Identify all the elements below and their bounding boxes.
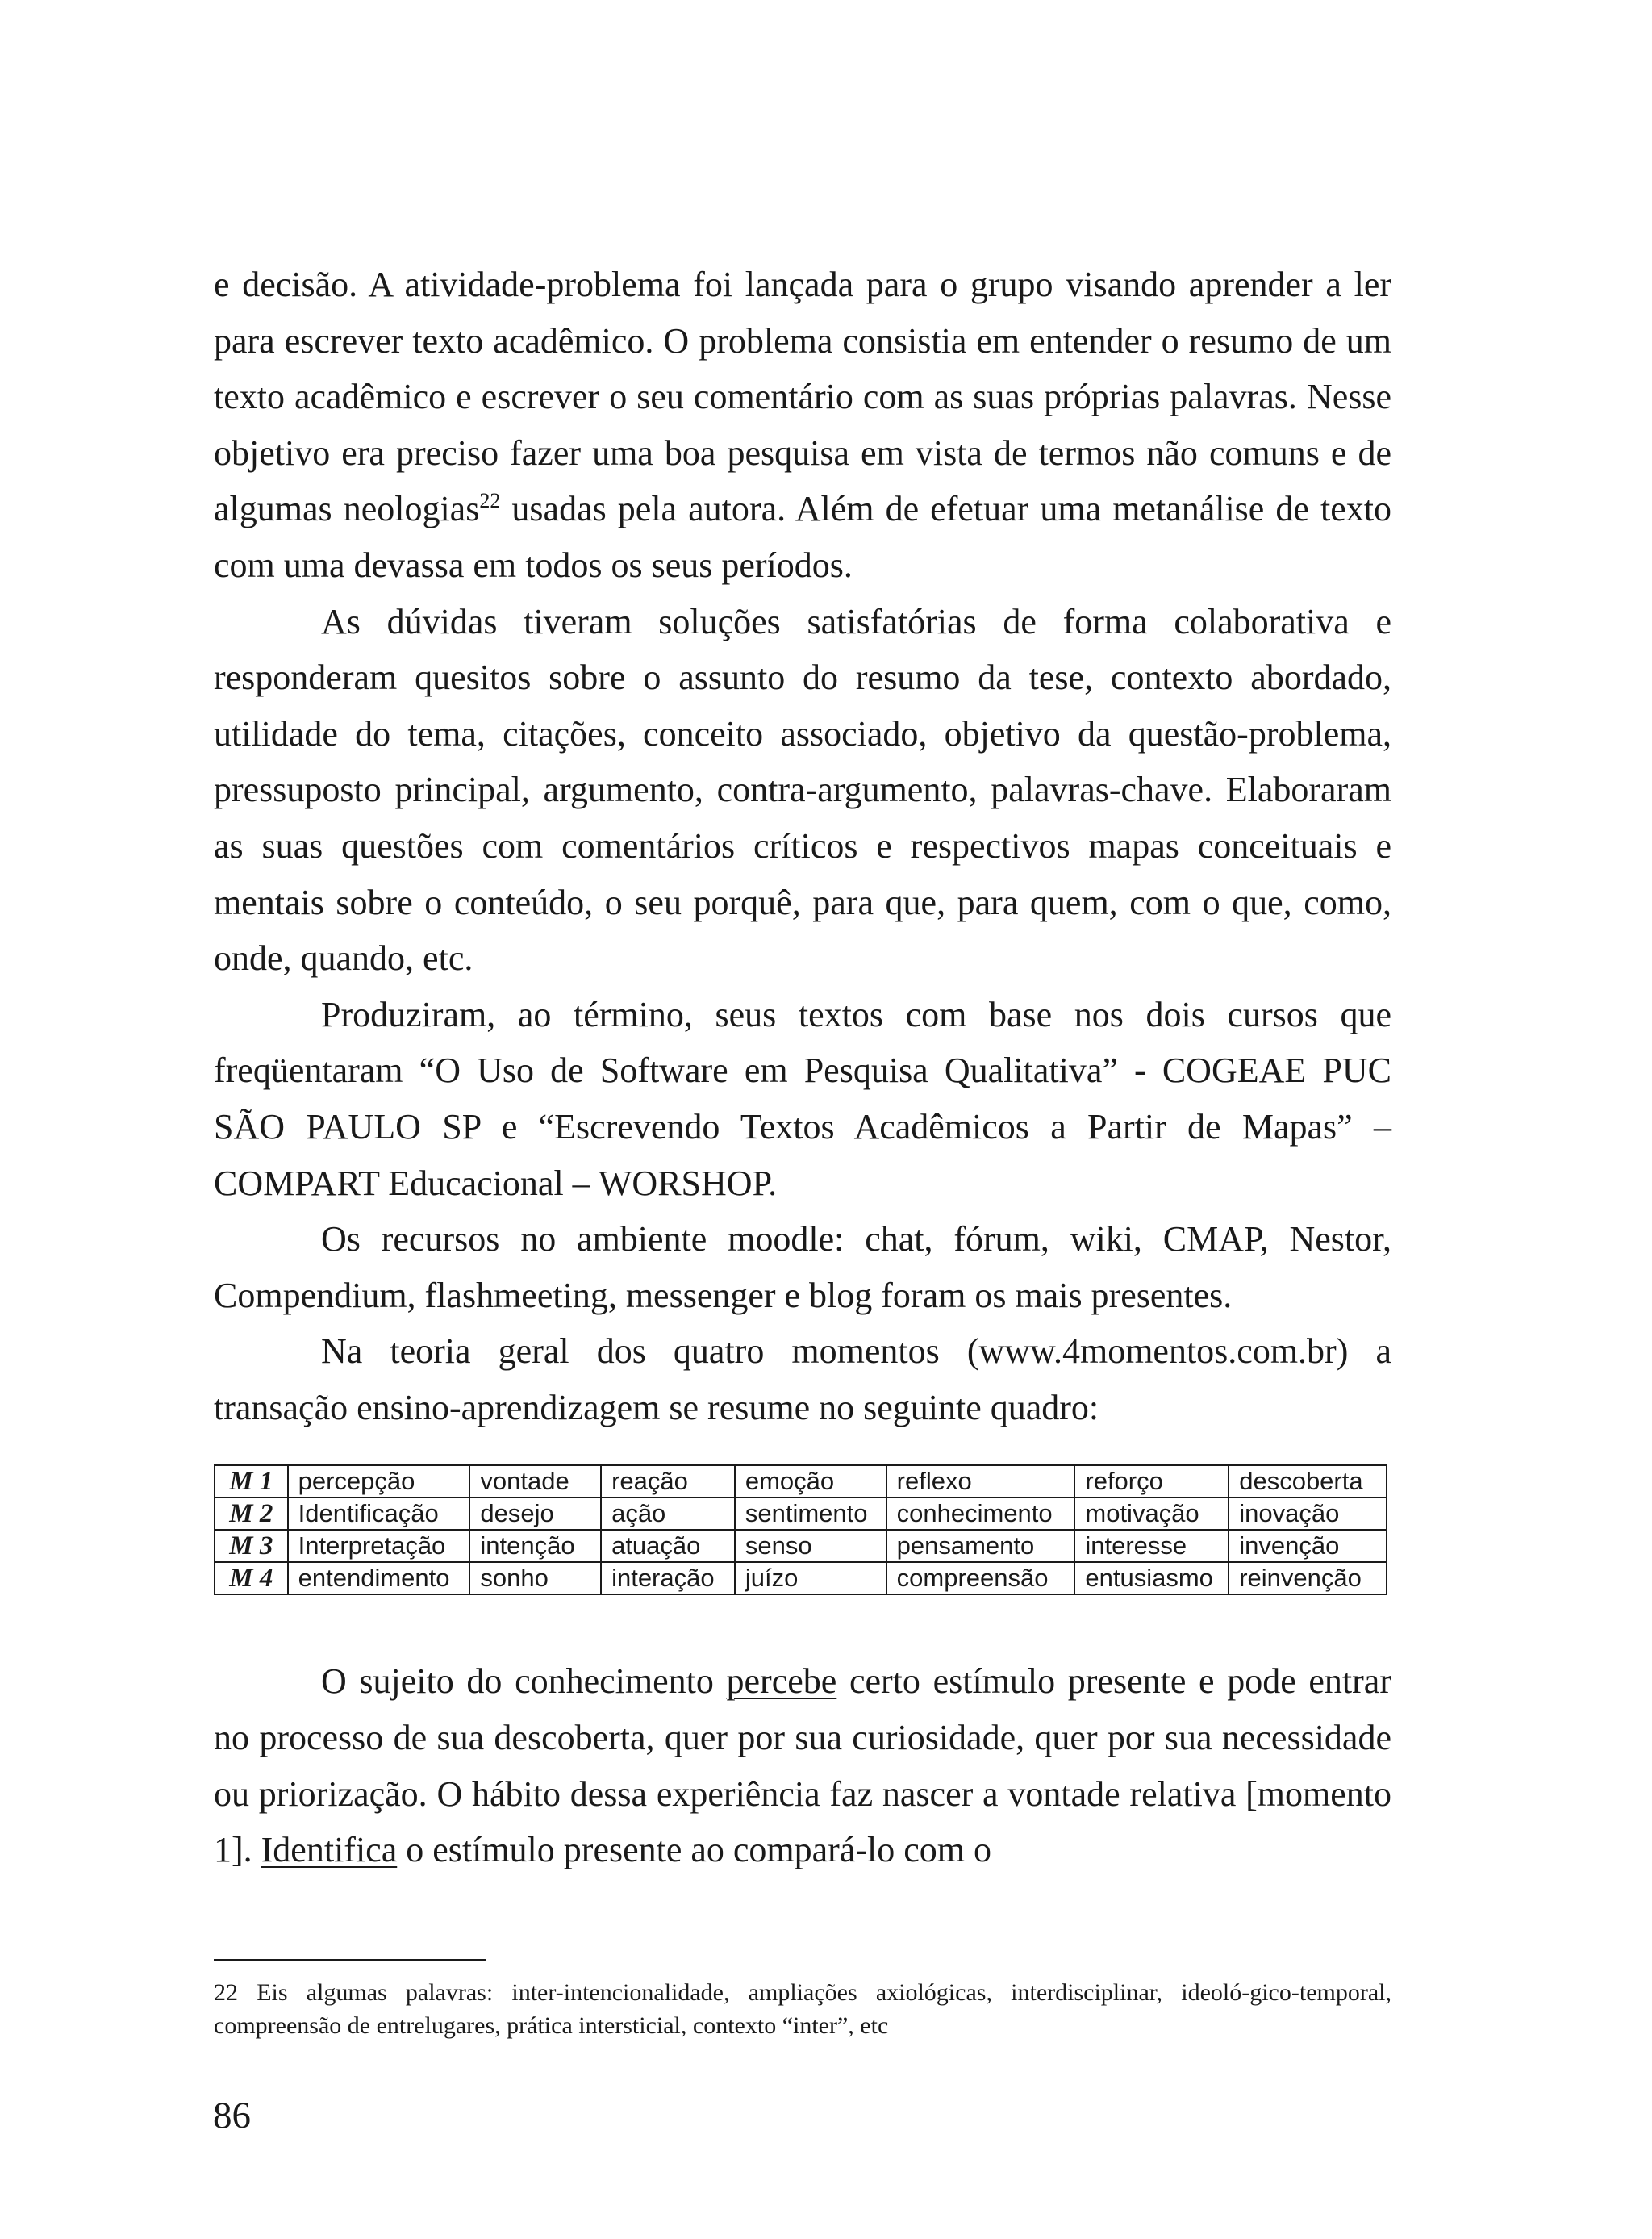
table-cell: sonho xyxy=(469,1562,601,1594)
paragraph-5-text-b: ) a transação ensino-aprendizagem se resume no seguinte quadro: xyxy=(214,1331,1391,1427)
table-cell: vontade xyxy=(469,1465,601,1498)
table-cell: sentimento xyxy=(735,1498,886,1530)
table-cell: interesse xyxy=(1074,1530,1229,1562)
table-cell: atuação xyxy=(601,1530,735,1562)
paragraph-3: Produziram, ao término, seus textos com base nos dois cursos que freqüentaram “O Uso de Software em Pesquisa Qualitativa” - COGEAE PUC SÃO PAULO SP e “Escrevendo Textos Acadêmicos a Partir de Mapas” – COMPART Educacional – WORSHOP. xyxy=(214,994,1391,1203)
moment-label-cell: M 4 xyxy=(215,1562,288,1594)
footnote-reference-22[interactable]: 22 xyxy=(479,489,501,513)
paragraph-5-text-a: Na teoria geral dos quatro momentos ( xyxy=(321,1331,979,1372)
footnote-divider xyxy=(214,1959,486,1961)
table-cell: juízo xyxy=(735,1562,886,1594)
moment-label-cell: M 1 xyxy=(215,1465,288,1498)
page-body xyxy=(214,257,1391,1878)
table-cell: descoberta xyxy=(1229,1465,1387,1498)
footnote-22: 22 Eis algumas palavras: inter-intencionalidade, ampliações axiológicas, interdisciplinar, ideoló-gico-temporal, compreensão de entrelugares, prática intersticial, contexto “inter”, etc xyxy=(214,1979,1391,2039)
table-cell: interação xyxy=(601,1562,735,1594)
table-cell: pensamento xyxy=(886,1530,1075,1562)
table-cell: emoção xyxy=(735,1465,886,1498)
table-cell: reação xyxy=(601,1465,735,1498)
moment-label-cell: M 2 xyxy=(215,1498,288,1530)
paragraph-5 xyxy=(214,1323,1391,1435)
underlined-word-percebe: percebe xyxy=(726,1661,837,1702)
paragraph-1-text-b: usadas pela autora. Além de efetuar uma metanálise de texto com uma devassa em todos os seus períodos. xyxy=(214,489,1391,585)
paragraph-1 xyxy=(214,257,1391,594)
paragraph-6-text-b: certo estímulo presente e pode entrar no processo de sua descoberta, quer por sua curiosidade, quer por sua necessidade ou priorização. O hábito dessa experiência faz nascer a vontade relativa [momento 1]. xyxy=(214,1661,1391,1870)
four-moments-table xyxy=(214,1464,1387,1595)
table-cell: percepção xyxy=(288,1465,470,1498)
table-row xyxy=(215,1562,1387,1594)
table-cell: Interpretação xyxy=(288,1530,470,1562)
page-number: 86 xyxy=(213,2095,251,2137)
table-cell: invenção xyxy=(1229,1530,1387,1562)
paragraph-6-text-a: O sujeito do conhecimento xyxy=(321,1661,727,1702)
table-cell: reflexo xyxy=(886,1465,1075,1498)
underlined-word-identifica: Identifica xyxy=(261,1830,398,1870)
paragraph-6 xyxy=(214,1653,1391,1878)
table-cell: Identificação xyxy=(288,1498,470,1530)
table-body xyxy=(215,1465,1387,1594)
table-cell: intenção xyxy=(469,1530,601,1562)
paragraph-2: As dúvidas tiveram soluções satisfatórias de forma colaborativa e responderam quesitos sobre o assunto do resumo da tese, contexto abordado, utilidade do tema, citações, conceito associado, objetivo da questão-problema, pressuposto principal, argumento, contra-argumento, palavras-chave. Elaboraram as suas questões com comentários críticos e respectivos mapas conceituais e mentais sobre o conteúdo, o seu porquê, para que, para quem, com o que, como, onde, quando, etc. xyxy=(214,601,1391,979)
table-cell: entendimento xyxy=(288,1562,470,1594)
table-cell: inovação xyxy=(1229,1498,1387,1530)
table-cell: senso xyxy=(735,1530,886,1562)
table-row xyxy=(215,1498,1387,1530)
paragraph-4: Os recursos no ambiente moodle: chat, fórum, wiki, CMAP, Nestor, Compendium, flashmeeting, messenger e blog foram os mais presentes. xyxy=(214,1219,1391,1315)
table-cell: entusiasmo xyxy=(1074,1562,1229,1594)
table-cell: reforço xyxy=(1074,1465,1229,1498)
table-row xyxy=(215,1530,1387,1562)
paragraph-1-text-a: e decisão. A atividade-problema foi lançada para o grupo visando aprender a ler para escrever texto acadêmico. O problema consistia em entender o resumo de um texto acadêmico e escrever o seu comentário com as suas próprias palavras. Nesse objetivo era preciso fazer uma boa pesquisa em vista de termos não comuns e de algumas neologias xyxy=(214,265,1391,529)
website-link[interactable]: www.4momentos.com.br xyxy=(978,1331,1337,1372)
table-cell: desejo xyxy=(469,1498,601,1530)
table-row xyxy=(215,1465,1387,1498)
table-cell: reinvenção xyxy=(1229,1562,1387,1594)
moment-label-cell: M 3 xyxy=(215,1530,288,1562)
table-cell: motivação xyxy=(1074,1498,1229,1530)
table-cell: conhecimento xyxy=(886,1498,1075,1530)
table-cell: compreensão xyxy=(886,1562,1075,1594)
table-cell: ação xyxy=(601,1498,735,1530)
paragraph-6-text-c: o estímulo presente ao compará-lo com o xyxy=(397,1830,991,1870)
